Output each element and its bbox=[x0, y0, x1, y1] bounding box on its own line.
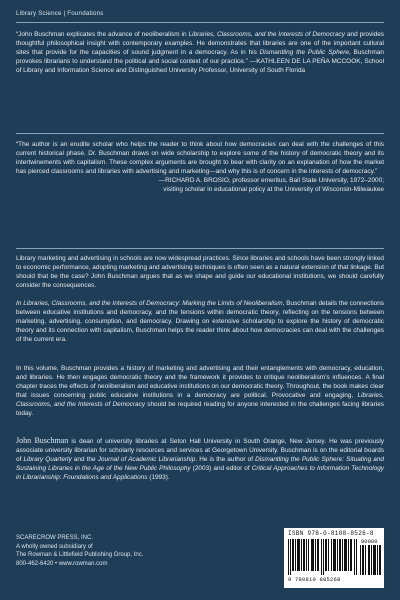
bio-text-2: and the bbox=[71, 456, 98, 464]
bio-book-1: Dismantling the Public Sphere: Situating and Sustaining Libraries in the Age of the New Public Philosophy bbox=[16, 456, 384, 473]
description-book-title: In Libraries, Classrooms, and the Interests of Democracy: Marking the Limits of Neoliberalism bbox=[16, 300, 283, 307]
quote-1-text-b: and provides thoughtful philosophical insight with contemporary examples. He demonstrates that libraries are one of the important cultural sites that provide for the capacities of sound judgment in a democracy. As in his bbox=[16, 31, 385, 57]
back-cover bbox=[16, 0, 384, 600]
author-name: John Buschman bbox=[16, 436, 69, 445]
barcode-digits: 9 780810 885268 bbox=[288, 576, 341, 583]
description-paragraph-2 bbox=[16, 299, 384, 344]
bio-journal-2: Journal of Academic Librarianship bbox=[97, 456, 196, 464]
bio-text-3: . He is the author of bbox=[195, 456, 256, 464]
description-paragraph-3-book-title: Libraries, Classrooms, and the Interests of Democracy bbox=[16, 392, 384, 409]
description-paragraph-1: Library marketing and advertising in schools are now widespread practices. Since libraries and schools have been strongly linked to economic performance, adopting marketing and advertising techniques is often seen as a natural extension of that linkage. But should that be the case? John Buschman argues that as we shape and guide our educational institutions, we should carefully consider the consequences. bbox=[16, 255, 384, 290]
quote-1-attribution: —KATHLEEN DE LA PEÑA MCCOOK, School of Library and Information Science and Distinguished University Professor, University of South Florida bbox=[16, 58, 385, 75]
bio-book-2: Critical Approaches to Information Technology in Librarianship: Foundations and Applications bbox=[16, 465, 384, 482]
quote-1-text-c: , Buschman provokes librarians to understand the political and social context of our practice.” bbox=[16, 49, 384, 66]
description-paragraph-3 bbox=[16, 364, 384, 419]
barcode-icon bbox=[288, 539, 358, 575]
description-paragraph-2-text: , Buschman details the connections between educative institutions and democracy, and the tensions within democratic theory, reflecting on the tensions between marketing, advertising, consumption, and democracy. Drawing on extensive scholarship to explore the history of democratic theory and its connection with capitalism, Buschman helps the reader think about how democracies can deal with the challenges of the current era. bbox=[16, 300, 384, 344]
publisher-block bbox=[16, 534, 143, 568]
publisher-subsidiary: A wholly owned subsidiary of bbox=[16, 543, 93, 550]
description-paragraph-3-text-a: In this volume, Buschman provides a history of marketing and advertising and their entanglements with democracy, education, and libraries. He then engages democratic theory and the framework it provides to critique neoliberalism’s influences. A final chapter traces the effects of neoliberalism and educative institutions on our democratic theory. Throughout, the book makes clear that issues concerning public educative institutions in a democracy are political. Provocative and engaging, bbox=[16, 365, 384, 400]
bio-text-1: is dean of university libraries at Seton Hall University in South Orange, New Jersey. He was previously associate university librarian for scholarly resources and services at Georgetown University. Buschman is on the editorial boards of bbox=[16, 438, 384, 464]
isbn-label: ISBN 978-0-8108-8526-8 bbox=[288, 530, 374, 537]
author-bio bbox=[16, 436, 384, 482]
endorsement-quote-2 bbox=[16, 140, 384, 195]
divider-2 bbox=[16, 248, 384, 249]
publisher-contact: 800-462-6420 • www.rowman.com bbox=[16, 560, 108, 567]
bio-text-5: (1993). bbox=[147, 474, 170, 482]
description-paragraph-3-text-b: should be required reading for anyone interested in the challenges facing libraries today. bbox=[16, 401, 385, 418]
endorsement-quote-1 bbox=[16, 30, 384, 75]
bio-text-4: (2003) and editor of bbox=[190, 465, 252, 473]
price-barcode-icon bbox=[360, 545, 382, 575]
publisher-name: SCARECROW PRESS, INC. bbox=[16, 535, 94, 541]
quote-1-book-title-2: Dismantling the Public Sphere bbox=[259, 49, 349, 57]
quote-1-book-title: Libraries, Classrooms, and the Interests of Democracy bbox=[188, 31, 345, 38]
quote-2-attribution-line-1: —RICHARD A. BROSIO, professor emeritus, Ball State University, 1972–2000; bbox=[158, 177, 384, 185]
divider-1 bbox=[16, 133, 384, 134]
bio-journal-1: Library Quarterly bbox=[23, 456, 72, 464]
divider-top bbox=[16, 22, 384, 23]
barcode-panel bbox=[284, 528, 384, 588]
publisher-parent: The Rowman & Littlefield Publishing Group, Inc. bbox=[16, 552, 144, 558]
quote-1-text-a: “John Buschman explicates the advance of neoliberalism in bbox=[16, 31, 189, 38]
price-code: 90000 bbox=[361, 538, 378, 545]
quote-2-attribution-line-2: visiting scholar in educational policy at the University of Wisconsin-Milwaukee bbox=[163, 186, 384, 194]
category-label: Library Science | Foundations bbox=[16, 10, 104, 17]
quote-2-text: “The author is an erudite scholar who helps the reader to think about how democracies can deal with the challenges of this current historical phase. Dr. Buschman draws on wide scholarship to explore some of the history of democratic theory and its intertwinements with capitalism. These complex arguments are brought to bear with clarity on an explanation of how the market has pierced classrooms and libraries with advertising and marketing—and why this is of concern in the interests of democracy.” bbox=[16, 141, 384, 176]
